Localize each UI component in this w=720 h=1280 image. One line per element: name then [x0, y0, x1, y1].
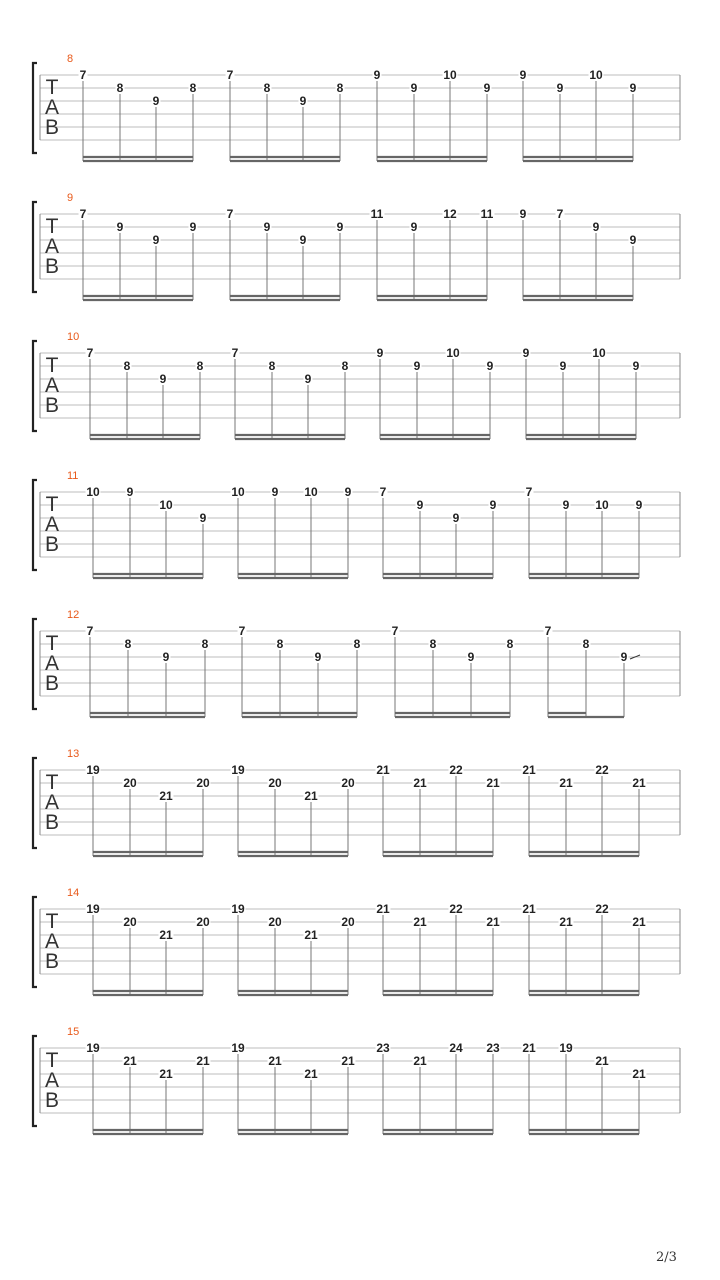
tab-clef-letter: A	[44, 374, 60, 397]
tab-clef-letter: A	[44, 513, 60, 536]
fret-number: 9	[189, 220, 197, 234]
tab-clef-letter: T	[45, 493, 59, 516]
system-bracket	[33, 619, 37, 709]
fret-number: 7	[525, 485, 533, 499]
tab-clef-letter: T	[45, 910, 59, 933]
fret-number: 7	[79, 207, 87, 221]
measure-number: 12	[67, 609, 80, 621]
tab-clef-letter: T	[45, 215, 59, 238]
fret-number: 21	[559, 915, 573, 929]
tab-system	[33, 748, 680, 856]
fret-number: 8	[116, 81, 124, 95]
fret-number: 20	[268, 776, 282, 790]
fret-number: 8	[263, 81, 271, 95]
fret-number: 19	[231, 1041, 245, 1055]
measure-number: 14	[67, 887, 80, 899]
fret-number: 24	[449, 1041, 463, 1055]
fret-number: 9	[376, 346, 384, 360]
fret-number: 7	[238, 624, 246, 638]
tab-system	[33, 1026, 680, 1134]
fret-number: 21	[159, 789, 173, 803]
fret-number: 21	[304, 789, 318, 803]
fret-number: 19	[559, 1041, 573, 1055]
fret-number: 8	[336, 81, 344, 95]
fret-number: 9	[522, 346, 530, 360]
fret-number: 21	[522, 763, 536, 777]
page-number: 2/3	[656, 1250, 677, 1265]
fret-number: 19	[231, 902, 245, 916]
measure-number: 15	[67, 1026, 80, 1038]
tab-system	[33, 887, 680, 995]
tab-clef-letter: B	[44, 950, 60, 973]
fret-number: 21	[159, 1067, 173, 1081]
fret-number: 9	[263, 220, 271, 234]
measure-number: 8	[67, 53, 74, 65]
fret-number: 9	[629, 81, 637, 95]
fret-number: 9	[467, 650, 475, 664]
fret-number: 8	[582, 637, 590, 651]
fret-number: 10	[443, 68, 457, 82]
fret-number: 8	[201, 637, 209, 651]
fret-number: 10	[304, 485, 318, 499]
fret-number: 8	[276, 637, 284, 651]
tab-clef-letter: B	[44, 255, 60, 278]
fret-number: 9	[452, 511, 460, 525]
fret-number: 9	[271, 485, 279, 499]
fret-number: 21	[304, 1067, 318, 1081]
fret-number: 21	[522, 902, 536, 916]
fret-number: 21	[413, 915, 427, 929]
fret-number: 23	[486, 1041, 500, 1055]
tab-clef-letter: A	[44, 235, 60, 258]
system-bracket	[33, 341, 37, 431]
tab-clef-letter: T	[45, 76, 59, 99]
fret-number: 8	[353, 637, 361, 651]
fret-number: 21	[595, 1054, 609, 1068]
fret-number: 21	[632, 1067, 646, 1081]
fret-number: 22	[449, 902, 463, 916]
fret-number: 7	[231, 346, 239, 360]
fret-number: 9	[162, 650, 170, 664]
fret-number: 19	[86, 902, 100, 916]
tab-clef-letter: A	[44, 930, 60, 953]
fret-number: 22	[449, 763, 463, 777]
fret-number: 20	[123, 915, 137, 929]
fret-number: 9	[562, 498, 570, 512]
fret-number: 21	[123, 1054, 137, 1068]
fret-number: 20	[341, 776, 355, 790]
fret-number: 9	[556, 81, 564, 95]
fret-number: 10	[231, 485, 245, 499]
tab-clef-letter: A	[44, 652, 60, 675]
fret-number: 11	[480, 207, 494, 221]
fret-number: 21	[376, 763, 390, 777]
fret-number: 19	[86, 1041, 100, 1055]
fret-number: 20	[123, 776, 137, 790]
fret-number: 8	[196, 359, 204, 373]
tab-clef-letter: B	[44, 116, 60, 139]
measure-number: 11	[67, 470, 79, 482]
tab-clef-letter: A	[44, 791, 60, 814]
fret-number: 9	[486, 359, 494, 373]
fret-number: 10	[159, 498, 173, 512]
fret-number: 19	[231, 763, 245, 777]
fret-number: 7	[391, 624, 399, 638]
fret-number: 9	[299, 233, 307, 247]
fret-number: 9	[199, 511, 207, 525]
fret-number: 8	[123, 359, 131, 373]
fret-number: 7	[556, 207, 564, 221]
fret-number: 7	[544, 624, 552, 638]
fret-number: 21	[522, 1041, 536, 1055]
tab-clef-letter: B	[44, 672, 60, 695]
fret-number: 9	[559, 359, 567, 373]
fret-number: 9	[620, 650, 628, 664]
tab-clef-letter: B	[44, 394, 60, 417]
fret-number: 8	[506, 637, 514, 651]
system-bracket	[33, 480, 37, 570]
fret-number: 10	[589, 68, 603, 82]
system-bracket	[33, 202, 37, 292]
fret-number: 9	[629, 233, 637, 247]
fret-number: 8	[189, 81, 197, 95]
fret-number: 20	[196, 915, 210, 929]
measure-number: 13	[67, 748, 80, 760]
fret-number: 9	[483, 81, 491, 95]
fret-number: 9	[410, 81, 418, 95]
fret-number: 21	[486, 915, 500, 929]
fret-number: 7	[379, 485, 387, 499]
fret-number: 9	[519, 68, 527, 82]
tab-clef-letter: T	[45, 1049, 59, 1072]
fret-number: 21	[376, 902, 390, 916]
system-bracket	[33, 897, 37, 987]
measure-number: 9	[67, 192, 74, 204]
fret-number: 21	[268, 1054, 282, 1068]
fret-number: 9	[373, 68, 381, 82]
fret-number: 19	[86, 763, 100, 777]
fret-number: 21	[413, 1054, 427, 1068]
fret-number: 9	[344, 485, 352, 499]
fret-number: 21	[632, 776, 646, 790]
fret-number: 9	[635, 498, 643, 512]
fret-number: 10	[446, 346, 460, 360]
fret-number: 9	[413, 359, 421, 373]
fret-number: 7	[86, 624, 94, 638]
fret-number: 8	[268, 359, 276, 373]
tab-system	[33, 192, 680, 300]
fret-number: 8	[429, 637, 437, 651]
system-bracket	[33, 758, 37, 848]
fret-number: 21	[304, 928, 318, 942]
fret-number: 21	[341, 1054, 355, 1068]
tab-system	[33, 470, 680, 578]
fret-number: 12	[443, 207, 457, 221]
fret-number: 9	[152, 233, 160, 247]
tab-system	[33, 331, 680, 439]
fret-number: 10	[592, 346, 606, 360]
fret-number: 9	[314, 650, 322, 664]
fret-number: 20	[196, 776, 210, 790]
tab-system	[33, 609, 680, 717]
system-bracket	[33, 63, 37, 153]
fret-number: 9	[519, 207, 527, 221]
fret-number: 10	[595, 498, 609, 512]
fret-number: 7	[226, 68, 234, 82]
fret-number: 21	[632, 915, 646, 929]
tab-clef-letter: A	[44, 96, 60, 119]
measure-number: 10	[67, 331, 80, 343]
tab-clef-letter: B	[44, 1089, 60, 1112]
fret-number: 11	[370, 207, 384, 221]
fret-number: 9	[116, 220, 124, 234]
tab-system	[33, 53, 680, 161]
fret-number: 22	[595, 763, 609, 777]
fret-number: 9	[632, 359, 640, 373]
fret-number: 9	[159, 372, 167, 386]
fret-number: 21	[486, 776, 500, 790]
fret-number: 9	[489, 498, 497, 512]
fret-number: 9	[299, 94, 307, 108]
fret-number: 7	[79, 68, 87, 82]
tab-clef-letter: T	[45, 354, 59, 377]
fret-number: 20	[268, 915, 282, 929]
fret-number: 8	[124, 637, 132, 651]
tab-clef-letter: T	[45, 632, 59, 655]
fret-number: 22	[595, 902, 609, 916]
fret-number: 21	[559, 776, 573, 790]
tab-clef-letter: A	[44, 1069, 60, 1092]
fret-number: 21	[159, 928, 173, 942]
fret-number: 9	[152, 94, 160, 108]
fret-number: 21	[196, 1054, 210, 1068]
fret-number: 20	[341, 915, 355, 929]
fret-number: 9	[336, 220, 344, 234]
fret-number: 9	[410, 220, 418, 234]
fret-number: 23	[376, 1041, 390, 1055]
fret-number: 7	[86, 346, 94, 360]
fret-number: 9	[126, 485, 134, 499]
fret-number: 8	[341, 359, 349, 373]
tab-clef-letter: T	[45, 771, 59, 794]
fret-number: 10	[86, 485, 100, 499]
fret-number: 21	[413, 776, 427, 790]
system-bracket	[33, 1036, 37, 1126]
tab-clef-letter: B	[44, 811, 60, 834]
fret-number: 7	[226, 207, 234, 221]
tab-clef-letter: B	[44, 533, 60, 556]
fret-number: 9	[416, 498, 424, 512]
fret-number: 9	[592, 220, 600, 234]
fret-number: 9	[304, 372, 312, 386]
